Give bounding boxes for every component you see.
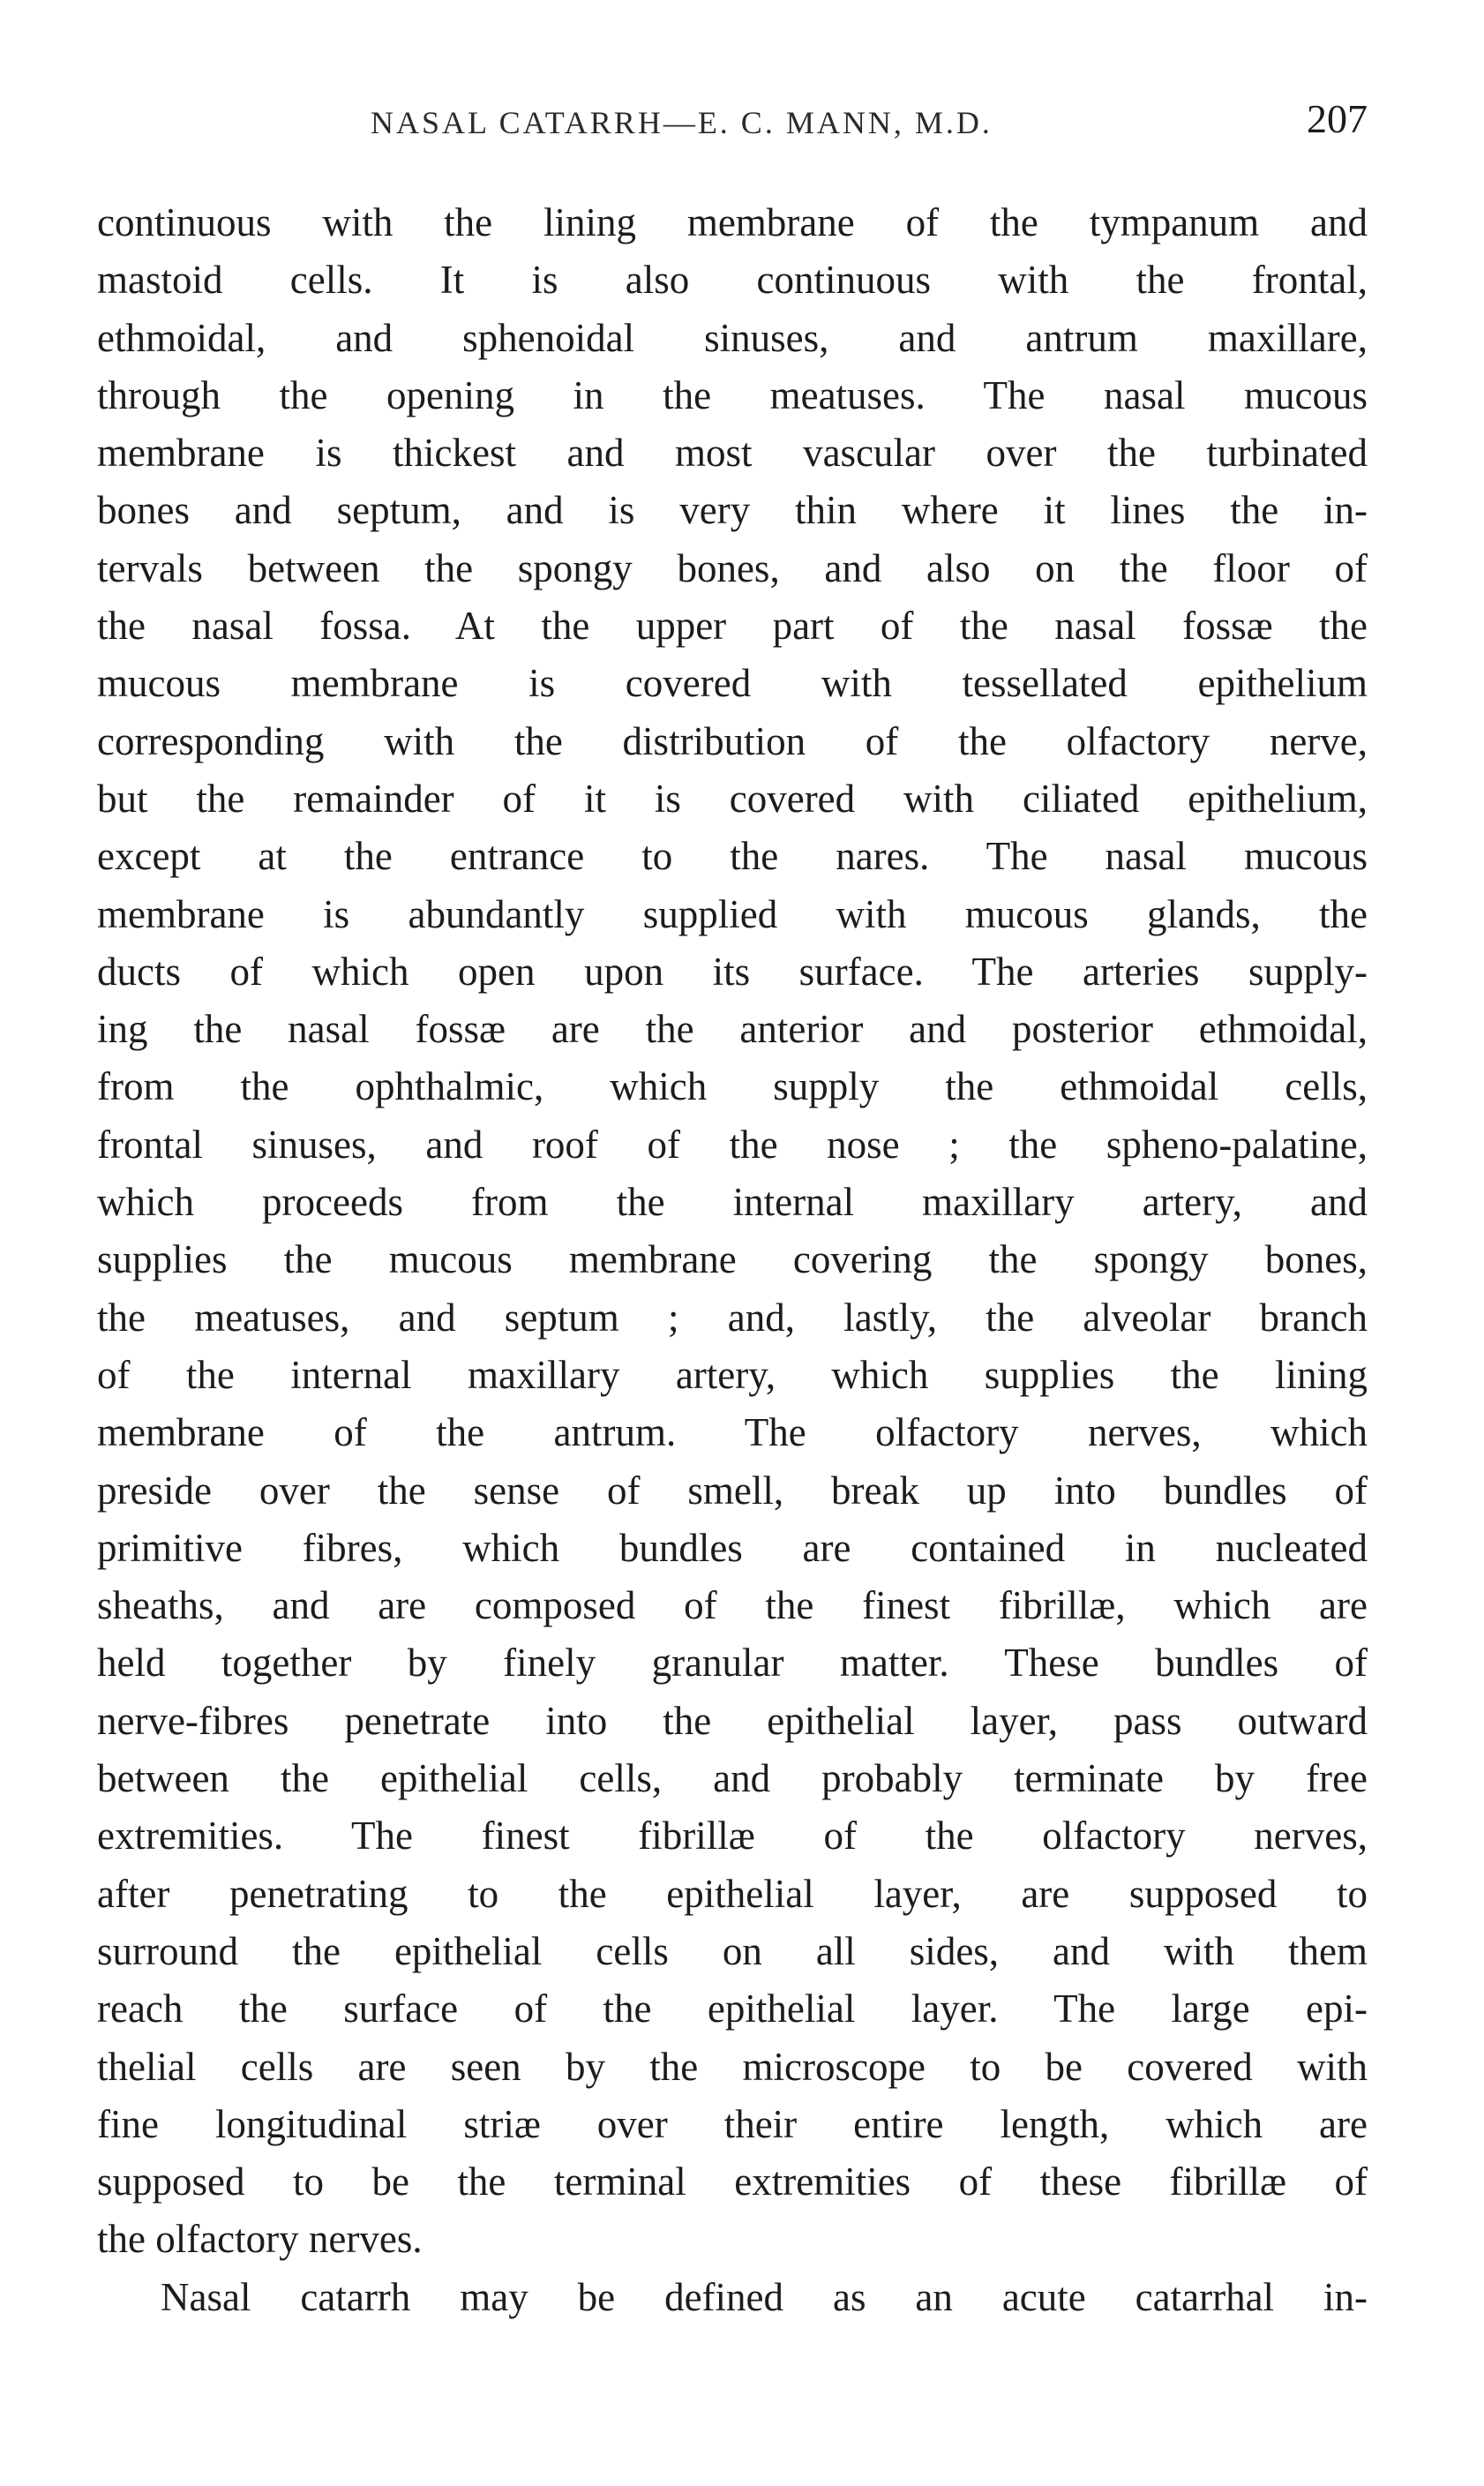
running-head: NASAL CATARRH—E. C. MANN, M.D. (371, 105, 993, 140)
text-line: through the opening in the meatuses. The nasal mucous (97, 372, 1368, 417)
text-line: but the remainder of it is covered with ciliated epithelium, (97, 776, 1368, 821)
text-line: membrane is thickest and most vascular over the turbinated (97, 431, 1368, 476)
text-line: membrane is abundantly supplied with mucous glands, the (97, 891, 1368, 936)
text-line: which proceeds from the internal maxillary artery, and (97, 1180, 1368, 1225)
body-text (97, 194, 1368, 2326)
text-line: tervals between the spongy bones, and also on the floor of (97, 545, 1368, 590)
text-line: continuous with the lining membrane of the tympanum and (97, 200, 1368, 244)
text-line: primitive fibres, which bundles are contained in nucleated (97, 1525, 1368, 1570)
text-line: the nasal fossa. At the upper part of the nasal fossæ the (97, 604, 1368, 649)
paragraph-end-line: the olfactory nerves. (97, 2217, 423, 2262)
text-line: frontal sinuses, and roof of the nose ; the spheno-palatine, (97, 1122, 1368, 1167)
page-header (97, 95, 1368, 148)
text-line: held together by finely granular matter. These bundles of (97, 1641, 1368, 1686)
text-line: ing the nasal fossæ are the anterior and posterior ethmoidal, (97, 1007, 1368, 1052)
paragraph-start-line: Nasal catarrh may be defined as an acute catarrhal in- (161, 2274, 1368, 2319)
text-line: thelial cells are seen by the microscope to be covered with (97, 2044, 1368, 2089)
text-line: reach the surface of the epithelial layer. The large epi- (97, 1987, 1368, 2032)
text-line: supposed to be the terminal extremities of these fibrillæ of (97, 2159, 1368, 2204)
text-line: after penetrating to the epithelial layer, are supposed to (97, 1871, 1368, 1916)
text-line: mastoid cells. It is also continuous with the frontal, (97, 258, 1368, 303)
text-line: of the internal maxillary artery, which supplies the lining (97, 1352, 1368, 1397)
text-line: surround the epithelial cells on all sides, and with them (97, 1928, 1368, 1973)
text-line: except at the entrance to the nares. The nasal mucous (97, 834, 1368, 879)
text-line: from the ophthalmic, which supply the ethmoidal cells, (97, 1064, 1368, 1109)
text-line: fine longitudinal striæ over their entire length, which are (97, 2101, 1368, 2146)
text-line: sheaths, and are composed of the finest fibrillæ, which are (97, 1583, 1368, 1628)
text-line: between the epithelial cells, and probably terminate by free (97, 1756, 1368, 1801)
text-line: corresponding with the distribution of the olfactory nerve, (97, 718, 1368, 763)
text-line: ducts of which open upon its surface. The arteries supply- (97, 949, 1368, 994)
text-line: extremities. The finest fibrillæ of the olfactory nerves, (97, 1814, 1368, 1859)
text-line: the meatuses, and septum ; and, lastly, the alveolar branch (97, 1295, 1368, 1340)
text-line: mucous membrane is covered with tessellated epithelium (97, 661, 1368, 706)
text-line: membrane of the antrum. The olfactory nerves, which (97, 1410, 1368, 1455)
text-line: nerve-fibres penetrate into the epithelial layer, pass outward (97, 1698, 1368, 1743)
text-line: ethmoidal, and sphenoidal sinuses, and antrum maxillare, (97, 315, 1368, 360)
text-line: bones and septum, and is very thin where it lines the in- (97, 488, 1368, 533)
text-line: preside over the sense of smell, break up into bundles of (97, 1468, 1368, 1513)
page-number: 207 (1307, 96, 1368, 141)
text-line: supplies the mucous membrane covering the spongy bones, (97, 1237, 1368, 1282)
